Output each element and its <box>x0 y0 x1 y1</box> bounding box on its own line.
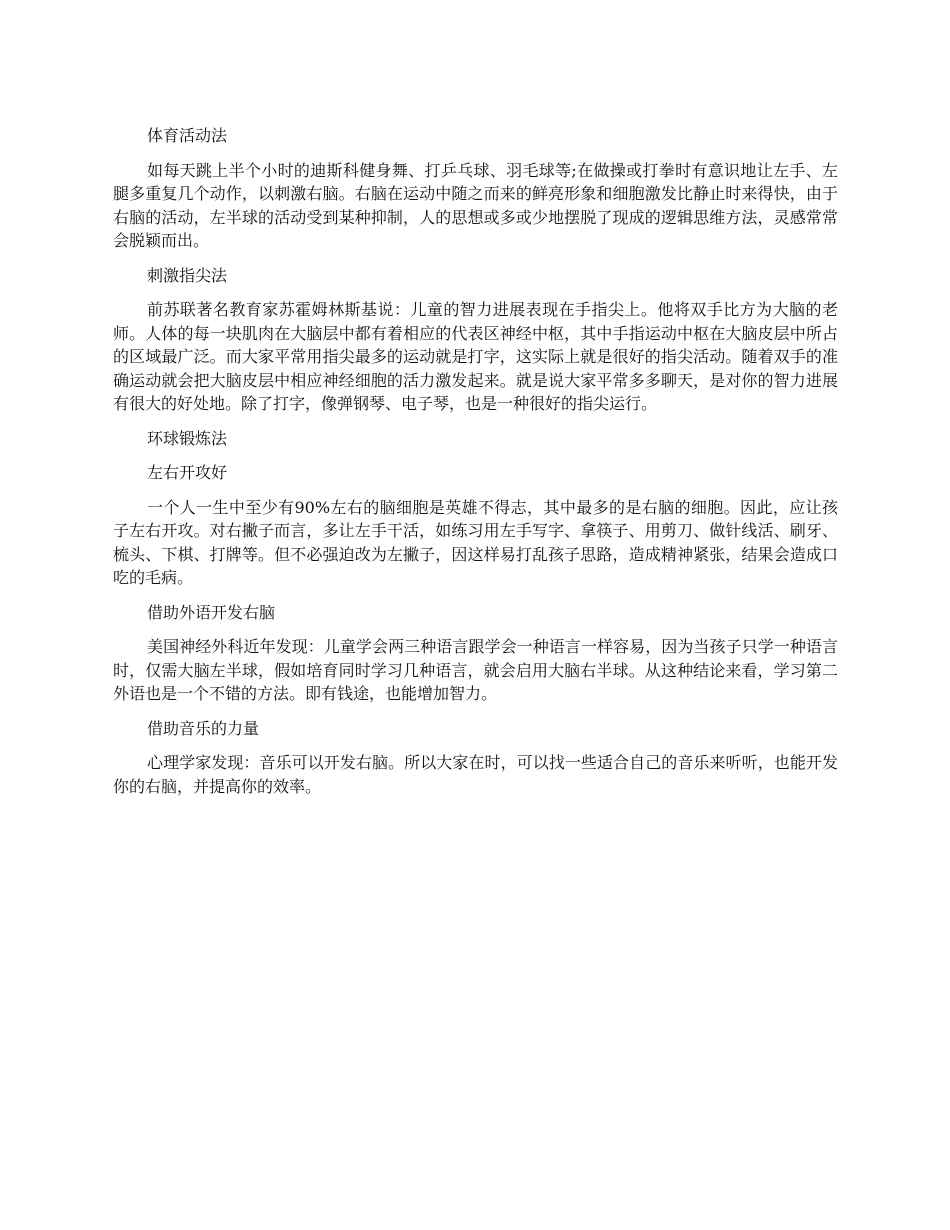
section-heading-global-exercise: 环球锻炼法 <box>147 428 228 448</box>
paragraph-left-right: 一个人一生中至少有90%左右的脑细胞是英雄不得志，其中最多的是右脑的细胞。因此，应让孩子左右开攻。对右撇子而言，多让左手干活，如练习用左手写字、拿筷子、用剪刀、做针线活、刷牙、梳头、下棋、打牌等。但不必强迫改为左撇子，因这样易打乱孩子思路，造成精神紧张，结果会造成口吃的毛病。 <box>113 497 838 587</box>
section-heading-fingertip: 刺激指尖法 <box>147 265 228 285</box>
document-body <box>113 124 838 809</box>
paragraph-foreign-language: 美国神经外科近年发现：儿童学会两三种语言跟学会一种语言一样容易，因为当孩子只学一种语言时，仅需大脑左半球，假如培育同时学习几种语言，就会启用大脑右半球。从这种结论来看，学习第二外语也是一个不错的方法。即有钱途，也能增加智力。 <box>113 637 838 703</box>
section-heading-foreign-language: 借助外语开发右脑 <box>147 602 276 622</box>
section-heading-music: 借助音乐的力量 <box>147 718 260 738</box>
section-heading-left-right: 左右开攻好 <box>147 463 228 482</box>
paragraph-sports: 如每天跳上半个小时的迪斯科健身舞、打乒乓球、羽毛球等;在做操或打拳时有意识地让左手、左腿多重复几个动作，以刺激右脑。右脑在运动中随之而来的鲜亮形象和细胞激发比静止时来得快，由于右脑的活动，左半球的活动受到某种抑制，人的思想或多或少地摆脱了现成的逻辑思维方法，灵感常常会脱颖而出。 <box>113 160 838 250</box>
paragraph-fingertip: 前苏联著名教育家苏霍姆林斯基说：儿童的智力进展表现在手指尖上。他将双手比方为大脑的老师。人体的每一块肌肉在大脑层中都有着相应的代表区神经中枢，其中手指运动中枢在大脑皮层中所占的区域最广泛。而大家平常用指尖最多的运动就是打字，这实际上就是很好的指尖活动。随着双手的准确运动就会把大脑皮层中相应神经细胞的活力激发起来。就是说大家平常多多聊天，是对你的智力进展有很大的好处地。除了打字，像弹钢琴、电子琴，也是一种很好的指尖运行。 <box>113 300 838 413</box>
section-heading-sports: 体育活动法 <box>147 126 228 145</box>
paragraph-music: 心理学家发现：音乐可以开发右脑。所以大家在时，可以找一些适合自己的音乐来听听，也能开发你的右脑，并提高你的效率。 <box>113 753 838 796</box>
